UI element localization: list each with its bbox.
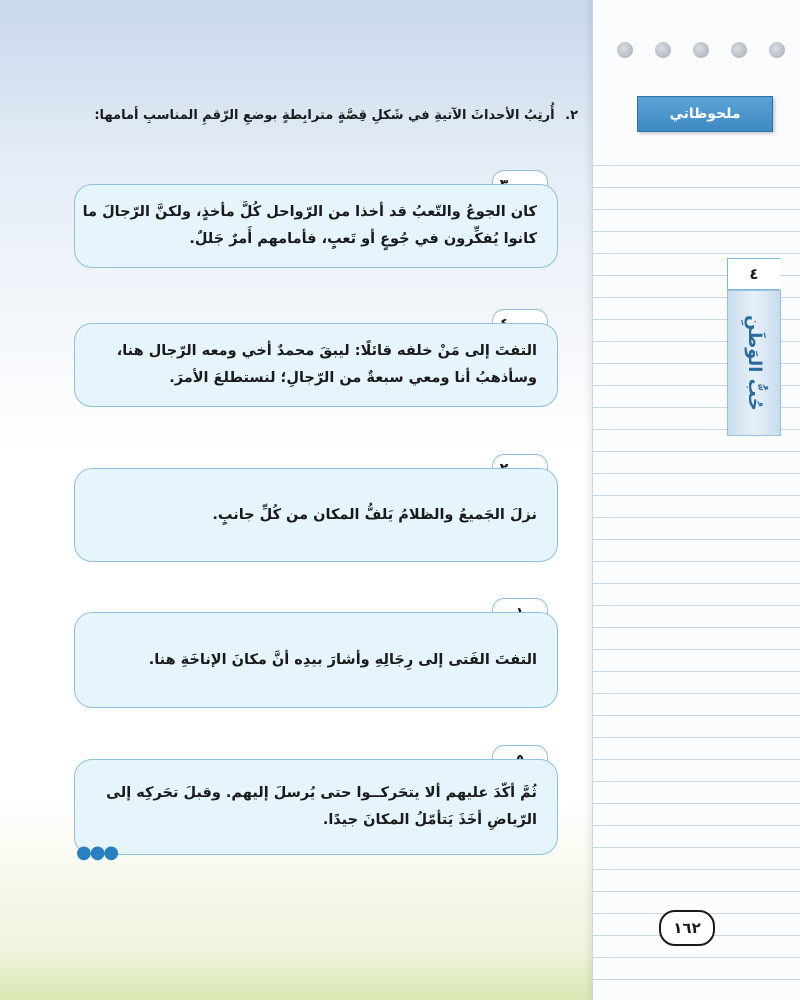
unit-number-badge: ٤ — [727, 258, 780, 290]
question-text: أُرتِبُ الأحداثَ الآتيةِ في شَكلِ قِصَّةٍ مترابِطةٍ بوضعِ الرّقمِ المناسبِ أمامها: — [94, 108, 555, 123]
exercise-question — [18, 108, 578, 123]
event-text-line: وسأذهبُ أنا ومعي سبعةٌ من الرّجالِ؛ لنستطلعَ الأمرَ. — [169, 370, 537, 386]
unit-title: حُبُّ الوَطَنِ — [744, 315, 765, 411]
notes-sidebar — [592, 0, 800, 1000]
notebook-header — [593, 0, 800, 142]
binder-hole-icon — [655, 42, 671, 58]
event-text-box — [74, 468, 558, 562]
unit-title-strip — [727, 290, 781, 436]
event-text-box — [74, 612, 558, 708]
page-number: ١٦٢ — [659, 910, 715, 946]
binder-hole-icon — [769, 42, 785, 58]
dots-decoration-icon: ●●● — [76, 842, 118, 863]
event-text-line: كانوا يُفكِّرون في جُوعٍ أو تَعبٍ، فأمامهم أَمرٌ جَللٌ. — [189, 231, 537, 247]
event-text-line: ثُمَّ أكّدَ عليهم ألا يتحَركــوا حتى يُرسلَ إليهم. وقبلَ تحَركِه إلى — [106, 785, 537, 801]
event-text-line: التفتَ الفَتى إلى رِجَالِهِ وأشارَ بيدِه أنَّ مكانَ الإناخَةِ هنا. — [148, 651, 537, 668]
event-text-box — [74, 323, 558, 407]
binder-hole-icon — [617, 42, 633, 58]
event-text-line: التفتَ إلى مَنْ خلفه قائلًا: ليبقَ محمدٌ أخي ومعه الرّجال هنا، — [116, 343, 537, 359]
event-text-line: الرّياضِ أخَذَ يَتأمّلُ المكانَ جيدًا. — [322, 812, 537, 828]
binder-hole-icon — [693, 42, 709, 58]
binder-hole-icon — [731, 42, 747, 58]
event-text-box — [74, 184, 558, 268]
event-text-line: نزلَ الجَميعُ والظلامُ يَلفُّ المكان من كُلِّ جانبٍ. — [212, 506, 537, 523]
event-text-box — [74, 759, 558, 855]
question-number: ٢. — [565, 108, 578, 123]
event-text-line: كان الجوعُ والتّعبُ قد أخذا من الرّواحل كُلَّ مأخذٍ، ولكنَّ الرّجالَ ما — [82, 204, 537, 220]
notes-label: ملحوظاتي — [637, 96, 773, 132]
